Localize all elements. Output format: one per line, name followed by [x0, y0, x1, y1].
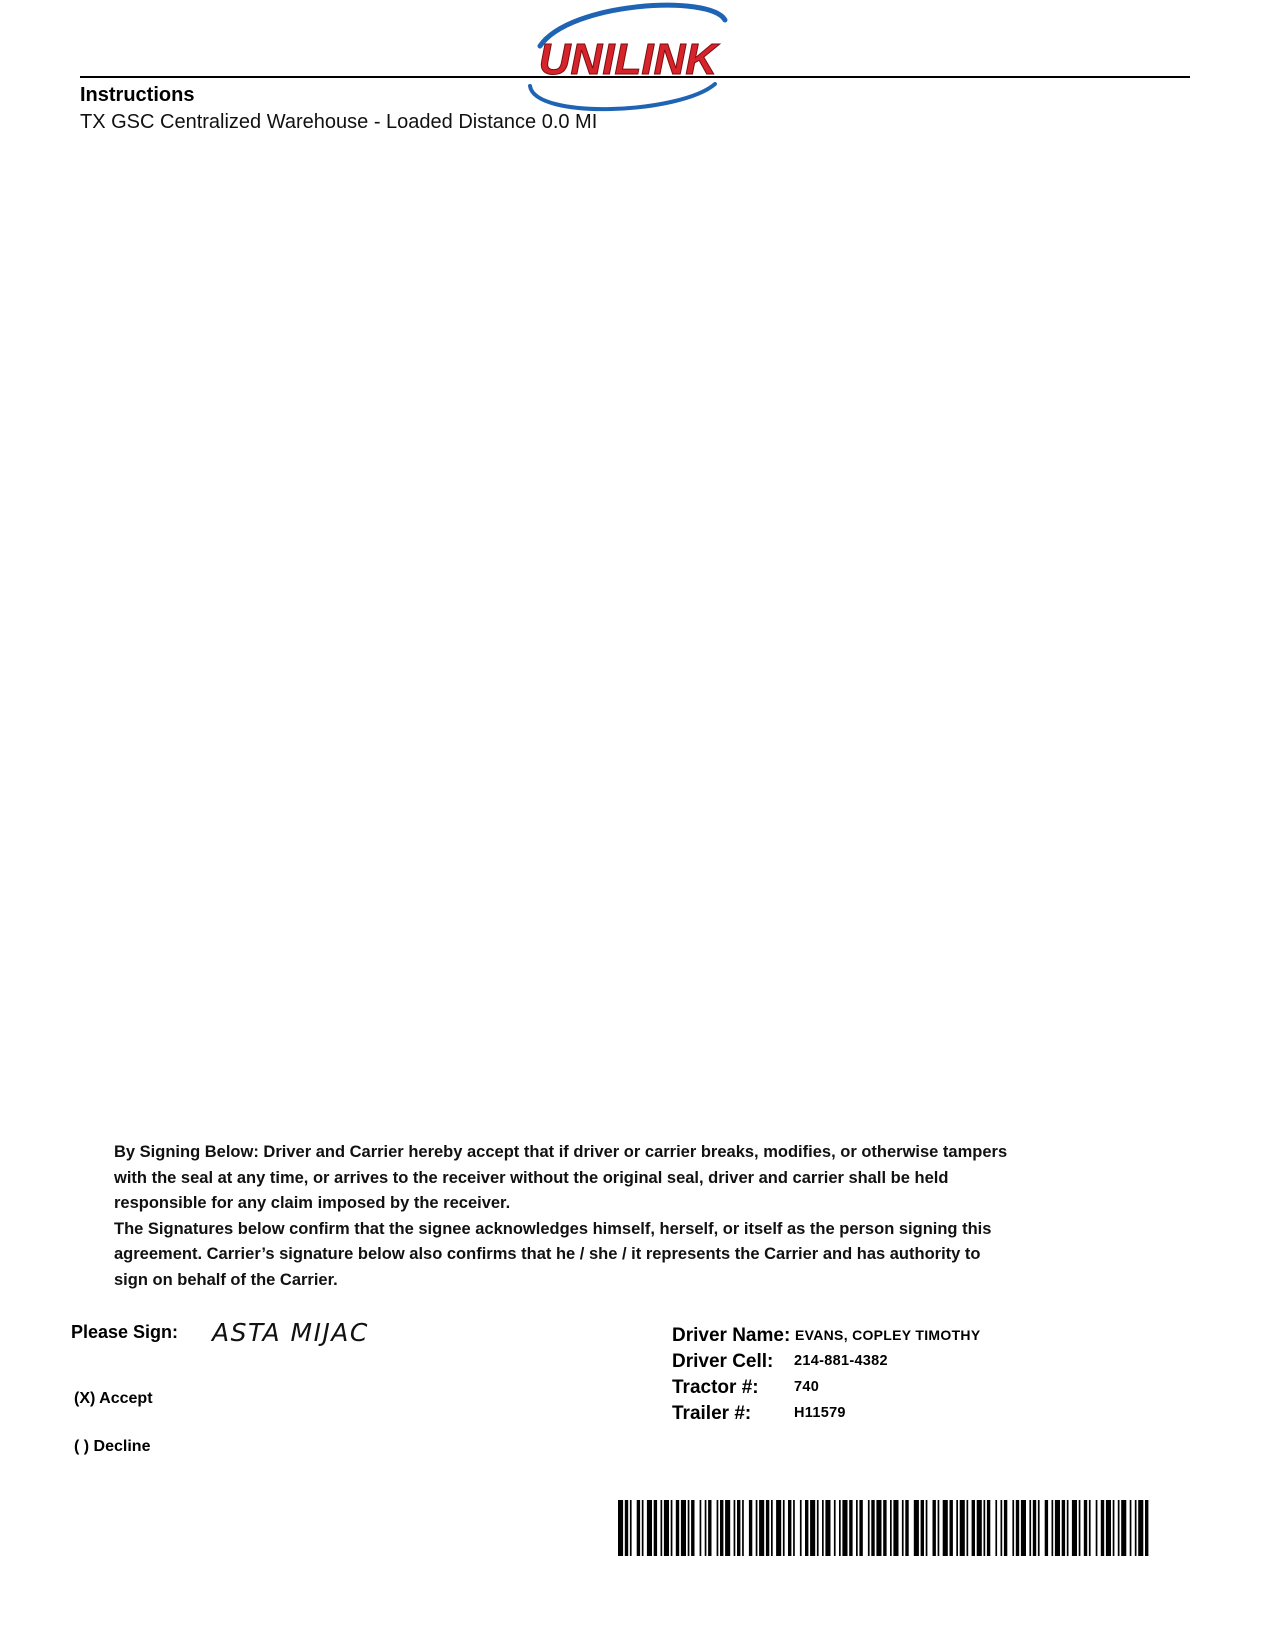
barcode-bar — [933, 1500, 936, 1556]
barcode-bar — [800, 1500, 802, 1556]
barcode-bar — [1113, 1500, 1115, 1556]
barcode-bar — [984, 1500, 986, 1556]
barcode-bar — [725, 1500, 730, 1556]
barcode-bar — [1072, 1500, 1077, 1556]
driver-cell-value: 214-881-4382 — [794, 1353, 888, 1369]
barcode-bar — [943, 1500, 948, 1556]
barcode-bar — [691, 1500, 694, 1556]
barcode-bar — [890, 1500, 892, 1556]
barcode-bar — [1067, 1500, 1069, 1556]
barcode-bar — [1101, 1500, 1104, 1556]
barcode-bar — [1012, 1500, 1014, 1556]
barcode-bar — [1145, 1500, 1148, 1556]
trailer-value: H11579 — [794, 1405, 846, 1421]
barcode-bar — [1045, 1500, 1048, 1556]
barcode-bar — [1089, 1500, 1091, 1556]
tractor-value: 740 — [794, 1379, 820, 1395]
barcode-bar — [871, 1500, 874, 1556]
barcode-bar — [1062, 1500, 1065, 1556]
barcode-bar — [972, 1500, 975, 1556]
driver-name-value: EVANS, COPLEY TIMOTHY — [795, 1327, 981, 1343]
barcode-bar — [902, 1500, 904, 1556]
barcode-bar — [834, 1500, 836, 1556]
barcode-bar — [817, 1500, 819, 1556]
decline-option: ( ) Decline — [74, 1438, 151, 1455]
barcode-bar — [1033, 1500, 1036, 1556]
barcode-bar — [1001, 1500, 1003, 1556]
barcode-bar — [905, 1500, 908, 1556]
barcode-bar — [842, 1500, 847, 1556]
barcode — [618, 1500, 1150, 1556]
trailer-label: Trailer #: — [672, 1403, 752, 1424]
barcode-bar — [788, 1500, 791, 1556]
barcode-bar — [967, 1500, 969, 1556]
barcode-bar — [793, 1500, 795, 1556]
barcode-bar — [1106, 1500, 1111, 1556]
barcode-bar — [630, 1500, 632, 1556]
barcode-bar — [1004, 1500, 1007, 1556]
barcode-bar — [1096, 1500, 1098, 1556]
barcode-bar — [1021, 1500, 1026, 1556]
barcode-bar — [647, 1500, 652, 1556]
barcode-bar — [671, 1500, 673, 1556]
barcode-bar — [700, 1500, 702, 1556]
barcode-bar — [950, 1500, 953, 1556]
barcode-bar — [618, 1500, 623, 1556]
svg-text:UNILINK: UNILINK — [538, 35, 718, 84]
barcode-bar — [717, 1500, 719, 1556]
barcode-bar — [876, 1500, 881, 1556]
please-sign-label: Please Sign: — [71, 1322, 179, 1342]
barcode-bar — [1121, 1500, 1126, 1556]
accept-option: (X) Accept — [74, 1390, 153, 1407]
barcode-bar — [1084, 1500, 1087, 1556]
unilink-logo — [510, 2, 750, 112]
header-rule — [80, 76, 1190, 78]
barcode-bar — [1130, 1500, 1132, 1556]
barcode-bar — [749, 1500, 752, 1556]
instructions-title: Instructions — [80, 84, 195, 106]
barcode-bar — [737, 1500, 740, 1556]
barcode-bar — [771, 1500, 773, 1556]
barcode-bar — [839, 1500, 841, 1556]
agreement-paragraph-signature: The Signatures below confirm that the signee acknowledges himself, herself, or itself as the person signing this agreement. Carrier’s signature below also confirms that he / she / it represents the Carrier and has authority to sign on behalf of the Carrier. — [114, 1219, 992, 1289]
signature: ASTA MIJAC — [212, 1318, 369, 1347]
barcode-bar — [1016, 1500, 1019, 1556]
barcode-bar — [977, 1500, 982, 1556]
agreement-text — [114, 1140, 1014, 1293]
barcode-bar — [805, 1500, 808, 1556]
barcode-bar — [849, 1500, 852, 1556]
barcode-bar — [642, 1500, 644, 1556]
barcode-bar — [637, 1500, 640, 1556]
barcode-bar — [1138, 1500, 1143, 1556]
barcode-bar — [783, 1500, 785, 1556]
barcode-bar — [995, 1500, 997, 1556]
barcode-bar — [1079, 1500, 1081, 1556]
agreement-paragraph-seal: By Signing Below: Driver and Carrier hereby accept that if driver or carrier breaks, modifies, or otherwise tampers with the seal at any time, or arrives to the receiver without the original seal, driver and carrier shall be held responsible for any claim imposed by the receiver. — [114, 1143, 1008, 1212]
barcode-bar — [708, 1500, 711, 1556]
barcode-bar — [776, 1500, 781, 1556]
barcode-bar — [856, 1500, 858, 1556]
barcode-bar — [960, 1500, 965, 1556]
barcode-bar — [987, 1500, 990, 1556]
barcode-bar — [720, 1500, 723, 1556]
barcode-bar — [756, 1500, 758, 1556]
barcode-bar — [810, 1500, 815, 1556]
barcode-bar — [759, 1500, 764, 1556]
tractor-label: Tractor #: — [672, 1377, 759, 1398]
barcode-bar — [938, 1500, 940, 1556]
barcode-bar — [956, 1500, 958, 1556]
barcode-bar — [1055, 1500, 1060, 1556]
barcode-bar — [734, 1500, 736, 1556]
barcode-bar — [868, 1500, 870, 1556]
barcode-bar — [766, 1500, 769, 1556]
barcode-bar — [688, 1500, 690, 1556]
barcode-bar — [654, 1500, 657, 1556]
barcode-bar — [914, 1500, 919, 1556]
instructions-text: TX GSC Centralized Warehouse - Loaded Distance 0.0 MI — [80, 111, 598, 133]
barcode-bar — [625, 1500, 628, 1556]
barcode-bar — [1052, 1500, 1054, 1556]
barcode-bar — [883, 1500, 886, 1556]
barcode-bar — [1118, 1500, 1120, 1556]
barcode-bar — [926, 1500, 928, 1556]
barcode-bar — [676, 1500, 679, 1556]
driver-name-label: Driver Name: — [672, 1325, 791, 1346]
barcode-bar — [1135, 1500, 1137, 1556]
barcode-bar — [1029, 1500, 1031, 1556]
barcode-bar — [822, 1500, 824, 1556]
driver-cell-label: Driver Cell: — [672, 1351, 774, 1372]
barcode-bar — [742, 1500, 744, 1556]
barcode-bar — [921, 1500, 924, 1556]
barcode-bar — [1038, 1500, 1040, 1556]
barcode-bar — [681, 1500, 686, 1556]
barcode-bar — [705, 1500, 707, 1556]
barcode-bar — [825, 1500, 830, 1556]
barcode-bar — [661, 1500, 663, 1556]
barcode-bar — [664, 1500, 669, 1556]
barcode-bar — [893, 1500, 898, 1556]
barcode-bar — [859, 1500, 862, 1556]
